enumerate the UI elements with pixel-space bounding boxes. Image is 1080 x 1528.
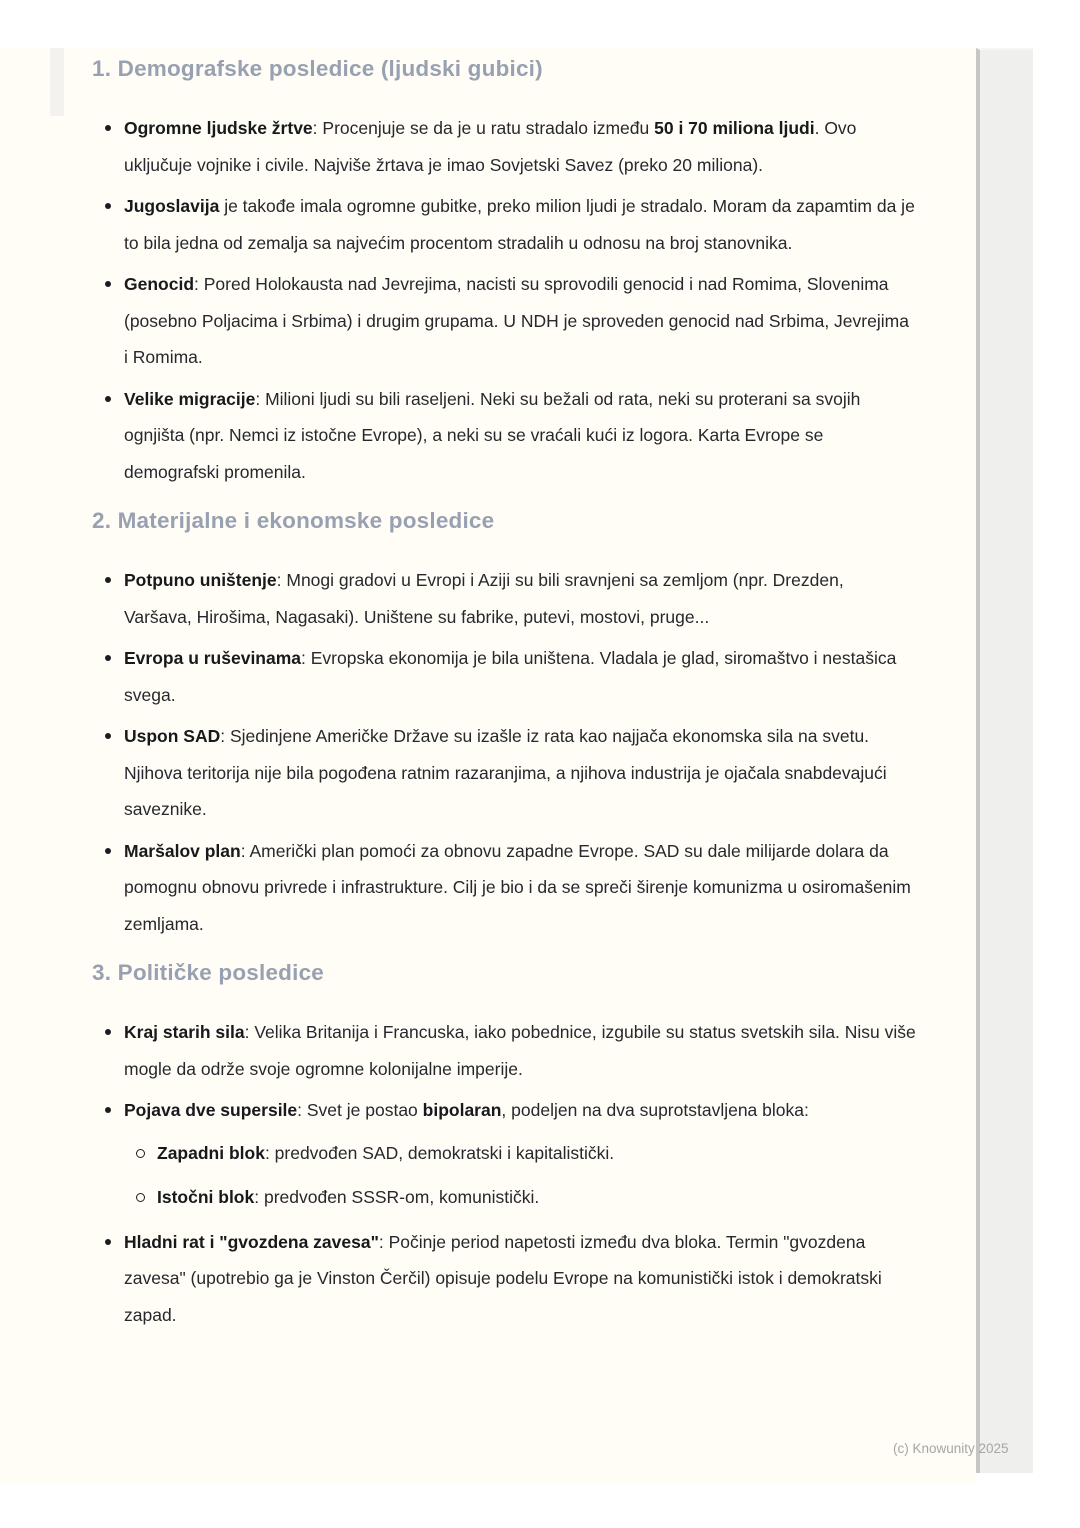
bullet-dot-icon [105, 1029, 111, 1035]
sub-bullet-list [124, 1135, 916, 1216]
list-item-text: Genocid: Pored Holokausta nad Jevrejima, nacisti su sprovodili genocid i nad Romima, Slovenima (posebno Poljacima i Srbima) i drugim grupama. U NDH je sproveden genocid nad Srbima, Jevrejima i Romima. [124, 274, 909, 367]
bullet-dot-icon [105, 655, 111, 661]
list-item-text: Hladni rat i "gvozdena zavesa": Počinje period napetosti između dva bloka. Termin "gvozdena zavesa" (upotrebio ga je Vinston Čerčil) opisuje podelu Evrope na komunistički istok i demokratski zapad. [124, 1231, 882, 1325]
bullet-dot-icon [105, 125, 111, 131]
next-page-edge [976, 48, 1033, 1473]
bullet-dot-icon [105, 1107, 111, 1113]
bullet-list-3 [92, 1014, 916, 1333]
bullet-dot-icon [105, 281, 111, 287]
list-item-text: Velike migracije: Milioni ljudi su bili raseljeni. Neki su bežali od rata, neki su proterani sa svojih ognjišta (npr. Nemci iz istočne Evrope), a neki su se vraćali kući iz logora. Karta Evrope se demografski promenila. [124, 388, 861, 482]
list-item [92, 562, 916, 635]
list-item-text: Potpuno uništenje: Mnogi gradovi u Evropi i Aziji su bili sravnjeni sa zemljom (npr. Drezden, Varšava, Hirošima, Nagasaki). Uništene su fabrike, putevi, mostovi, pruge... [124, 570, 844, 627]
section-heading-3: 3. Političke posledice [92, 960, 324, 985]
list-item [92, 110, 916, 183]
page-corner-patch [50, 48, 64, 116]
list-item-text: Evropa u ruševinama: Evropska ekonomija je bila uništena. Vladala je glad, siromaštvo i nestašica svega. [124, 648, 897, 705]
list-item [92, 718, 916, 828]
list-item [92, 833, 916, 943]
sub-list-item [124, 1135, 916, 1172]
bullet-list-1 [92, 110, 916, 490]
bullet-dot-icon [105, 203, 111, 209]
list-item [92, 1014, 916, 1087]
hollow-circle-bullet-icon [136, 1193, 145, 1202]
document-content [92, 54, 916, 1338]
section-heading-1: 1. Demografske posledice (ljudski gubici) [92, 56, 543, 81]
hollow-circle-bullet-icon [136, 1149, 145, 1158]
list-item [92, 1224, 916, 1334]
list-item [92, 188, 916, 261]
list-item [92, 266, 916, 376]
list-item-text: Ogromne ljudske žrtve: Procenjuje se da je u ratu stradalo između 50 i 70 miliona ljudi. Ovo uključuje vojnike i civile. Najviše žrtava je imao Sovjetski Savez (preko 20 miliona). [124, 118, 857, 175]
section-heading-2: 2. Materijalne i ekonomske posledice [92, 508, 495, 533]
list-item-text: Istočni blok: predvođen SSSR-om, komunistički. [157, 1187, 540, 1207]
list-item-text: Jugoslavija je takođe imala ogromne gubitke, preko milion ljudi je stradalo. Moram da zapamtim da je to bila jedna od zemalja sa najvećim procentom stradalih u odnosu na broj stanovnika. [124, 196, 915, 253]
sub-list-item [124, 1179, 916, 1216]
bullet-dot-icon [105, 577, 111, 583]
list-item-text: Maršalov plan: Američki plan pomoći za obnovu zapadne Evrope. SAD su dale milijarde dolara da pomognu obnovu privrede i infrastrukture. Cilj je bio i da se spreči širenje komunizma u osiromašenim zemljama. [124, 840, 911, 934]
bullet-list-2 [92, 562, 916, 942]
bullet-dot-icon [105, 1239, 111, 1245]
list-item-text: Zapadni blok: predvođen SAD, demokratski i kapitalistički. [157, 1142, 615, 1163]
list-item [92, 640, 916, 713]
list-item [92, 381, 916, 491]
watermark: (c) Knowunity 2025 [893, 1441, 1009, 1456]
bullet-dot-icon [105, 848, 111, 854]
bullet-dot-icon [105, 396, 111, 402]
list-item-text: Pojava dve supersile: Svet je postao bipolaran, podeljen na dva suprotstavljena bloka: [124, 1100, 809, 1120]
list-item [92, 1092, 916, 1216]
list-item-text: Uspon SAD: Sjedinjene Američke Države su izašle iz rata kao najjača ekonomska sila na svetu. Njihova teritorija nije bila pogođena ratnim razaranjima, a njihova industrija je ojačala snabdevajući saveznike. [124, 726, 887, 819]
bullet-dot-icon [105, 733, 111, 739]
list-item-text: Kraj starih sila: Velika Britanija i Francuska, iako pobednice, izgubile su status svetskih sila. Nisu više mogle da održe svoje ogromne kolonijalne imperije. [124, 1022, 916, 1079]
